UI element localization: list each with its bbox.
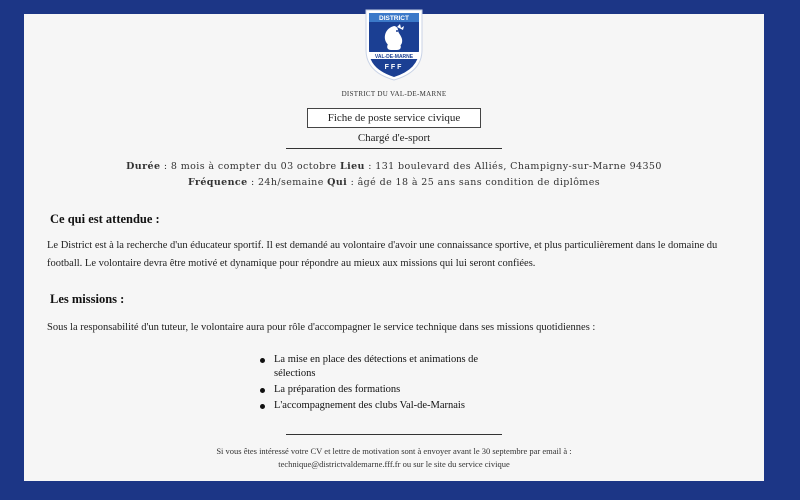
list-item: La préparation des formations [260,383,520,397]
document-page [24,14,764,481]
logo-bottom-text: FFF [384,64,404,71]
position-title: Chargé d'e-sport [286,132,502,149]
logo-band-text: VAL-DE-MARNE [374,53,414,60]
logo-top-text: DISTRICT [379,15,409,22]
district-logo [364,6,424,82]
frequence-label: Fréquence [187,177,248,188]
footer-line-1: Si vous êtes intéressé votre CV et lettre de motivation sont à envoyer avant le 30 septembre par email à : [216,446,572,456]
list-item: La mise en place des détections et animations de sélections [260,353,520,381]
section-heading-missions: Les missions : [50,292,125,306]
frequence-value: : 24h/semaine [247,177,328,188]
expectations-paragraph: Le District est à la recherche d'un éducateur sportif. Il est demandé au volontaire d'avoir une connaissance sportive, et plus particulièrement dans le domaine du football. Le volontaire devra être motivé et dynamique pour répondre au mieux aux missions qui lui seront confiées. [47,240,718,269]
footer-email: technique@districtvaldemarne.fff.fr ou sur le site du service civique [278,459,510,469]
job-info [24,159,764,191]
duree-label: Durée [126,161,161,172]
info-line-1 [24,159,764,175]
footer-contact [24,445,764,471]
section-heading-expectations: Ce qui est attendue : [50,212,160,226]
duree-value: : 8 mois à compter du 03 octobre [160,161,340,172]
footer-divider [286,434,502,435]
missions-paragraph: Sous la responsabilité d'un tuteur, le volontaire aura pour rôle d'accompagner le service technique dans ses missions quotidiennes : [47,322,596,333]
qui-value: : âgé de 18 à 25 ans sans condition de diplômes [347,177,601,188]
document-title: Fiche de poste service civique [307,108,481,128]
organization-name: DISTRICT DU VAL-DE-MARNE [341,90,447,98]
info-line-2 [24,175,764,191]
list-item: L'accompagnement des clubs Val-de-Marnais [260,399,520,413]
lieu-label: Lieu [339,161,365,172]
lieu-value: : 131 boulevard des Alliés, Champigny-sur-Marne 94350 [364,161,662,172]
missions-list [260,353,520,415]
qui-label: Qui [327,177,348,188]
